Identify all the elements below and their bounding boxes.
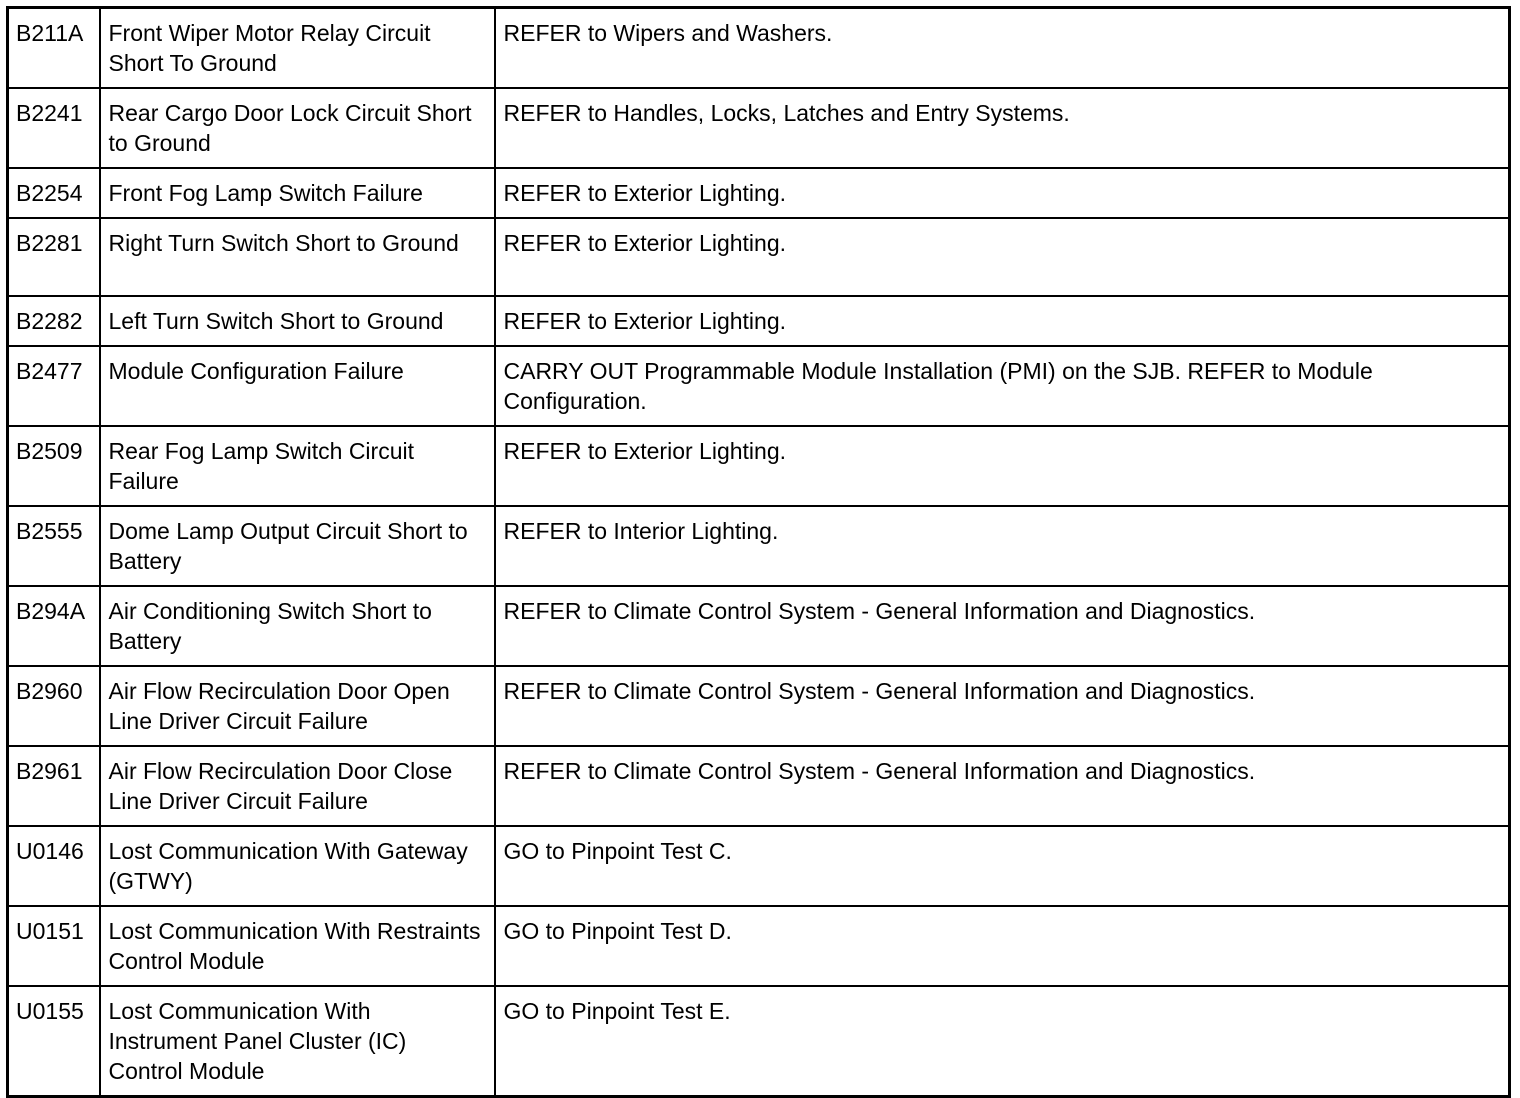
dtc-description: Module Configuration Failure bbox=[100, 346, 495, 426]
dtc-code: U0146 bbox=[8, 826, 100, 906]
table-row bbox=[8, 88, 1510, 168]
dtc-action: CARRY OUT Programmable Module Installation (PMI) on the SJB. REFER to Module Configuration. bbox=[495, 346, 1510, 426]
dtc-description: Left Turn Switch Short to Ground bbox=[100, 296, 495, 346]
dtc-action: GO to Pinpoint Test E. bbox=[495, 986, 1510, 1097]
dtc-action: REFER to Exterior Lighting. bbox=[495, 218, 1510, 296]
dtc-description: Lost Communication With Restraints Control Module bbox=[100, 906, 495, 986]
dtc-code: B2477 bbox=[8, 346, 100, 426]
table-row bbox=[8, 8, 1510, 89]
dtc-table bbox=[6, 6, 1511, 1098]
table-row bbox=[8, 826, 1510, 906]
dtc-action: REFER to Exterior Lighting. bbox=[495, 168, 1510, 218]
table-row bbox=[8, 218, 1510, 296]
dtc-code: B2241 bbox=[8, 88, 100, 168]
dtc-action: REFER to Handles, Locks, Latches and Entry Systems. bbox=[495, 88, 1510, 168]
dtc-description: Rear Fog Lamp Switch Circuit Failure bbox=[100, 426, 495, 506]
dtc-action: REFER to Exterior Lighting. bbox=[495, 296, 1510, 346]
table-row bbox=[8, 746, 1510, 826]
dtc-action: REFER to Climate Control System - General Information and Diagnostics. bbox=[495, 666, 1510, 746]
dtc-code: B2555 bbox=[8, 506, 100, 586]
dtc-description: Air Conditioning Switch Short to Battery bbox=[100, 586, 495, 666]
dtc-code: B2509 bbox=[8, 426, 100, 506]
dtc-code: B2281 bbox=[8, 218, 100, 296]
dtc-code: B2254 bbox=[8, 168, 100, 218]
dtc-action: GO to Pinpoint Test D. bbox=[495, 906, 1510, 986]
table-row bbox=[8, 666, 1510, 746]
dtc-code: B294A bbox=[8, 586, 100, 666]
dtc-code: B2961 bbox=[8, 746, 100, 826]
dtc-description: Front Fog Lamp Switch Failure bbox=[100, 168, 495, 218]
table-row bbox=[8, 346, 1510, 426]
table-row bbox=[8, 906, 1510, 986]
dtc-description: Right Turn Switch Short to Ground bbox=[100, 218, 495, 296]
dtc-description: Front Wiper Motor Relay Circuit Short To Ground bbox=[100, 8, 495, 89]
dtc-action: GO to Pinpoint Test C. bbox=[495, 826, 1510, 906]
table-row bbox=[8, 296, 1510, 346]
dtc-code: B211A bbox=[8, 8, 100, 89]
dtc-description: Air Flow Recirculation Door Open Line Driver Circuit Failure bbox=[100, 666, 495, 746]
dtc-code: U0151 bbox=[8, 906, 100, 986]
dtc-code: B2960 bbox=[8, 666, 100, 746]
dtc-action: REFER to Climate Control System - General Information and Diagnostics. bbox=[495, 746, 1510, 826]
table-row bbox=[8, 986, 1510, 1097]
dtc-action: REFER to Exterior Lighting. bbox=[495, 426, 1510, 506]
dtc-action: REFER to Wipers and Washers. bbox=[495, 8, 1510, 89]
dtc-description: Lost Communication With Gateway (GTWY) bbox=[100, 826, 495, 906]
table-row bbox=[8, 168, 1510, 218]
table-row bbox=[8, 426, 1510, 506]
dtc-description: Dome Lamp Output Circuit Short to Battery bbox=[100, 506, 495, 586]
dtc-code: B2282 bbox=[8, 296, 100, 346]
dtc-code: U0155 bbox=[8, 986, 100, 1097]
dtc-description: Air Flow Recirculation Door Close Line Driver Circuit Failure bbox=[100, 746, 495, 826]
dtc-action: REFER to Climate Control System - General Information and Diagnostics. bbox=[495, 586, 1510, 666]
dtc-description: Rear Cargo Door Lock Circuit Short to Ground bbox=[100, 88, 495, 168]
table-row bbox=[8, 506, 1510, 586]
dtc-description: Lost Communication With Instrument Panel Cluster (IC) Control Module bbox=[100, 986, 495, 1097]
table-row bbox=[8, 586, 1510, 666]
dtc-action: REFER to Interior Lighting. bbox=[495, 506, 1510, 586]
